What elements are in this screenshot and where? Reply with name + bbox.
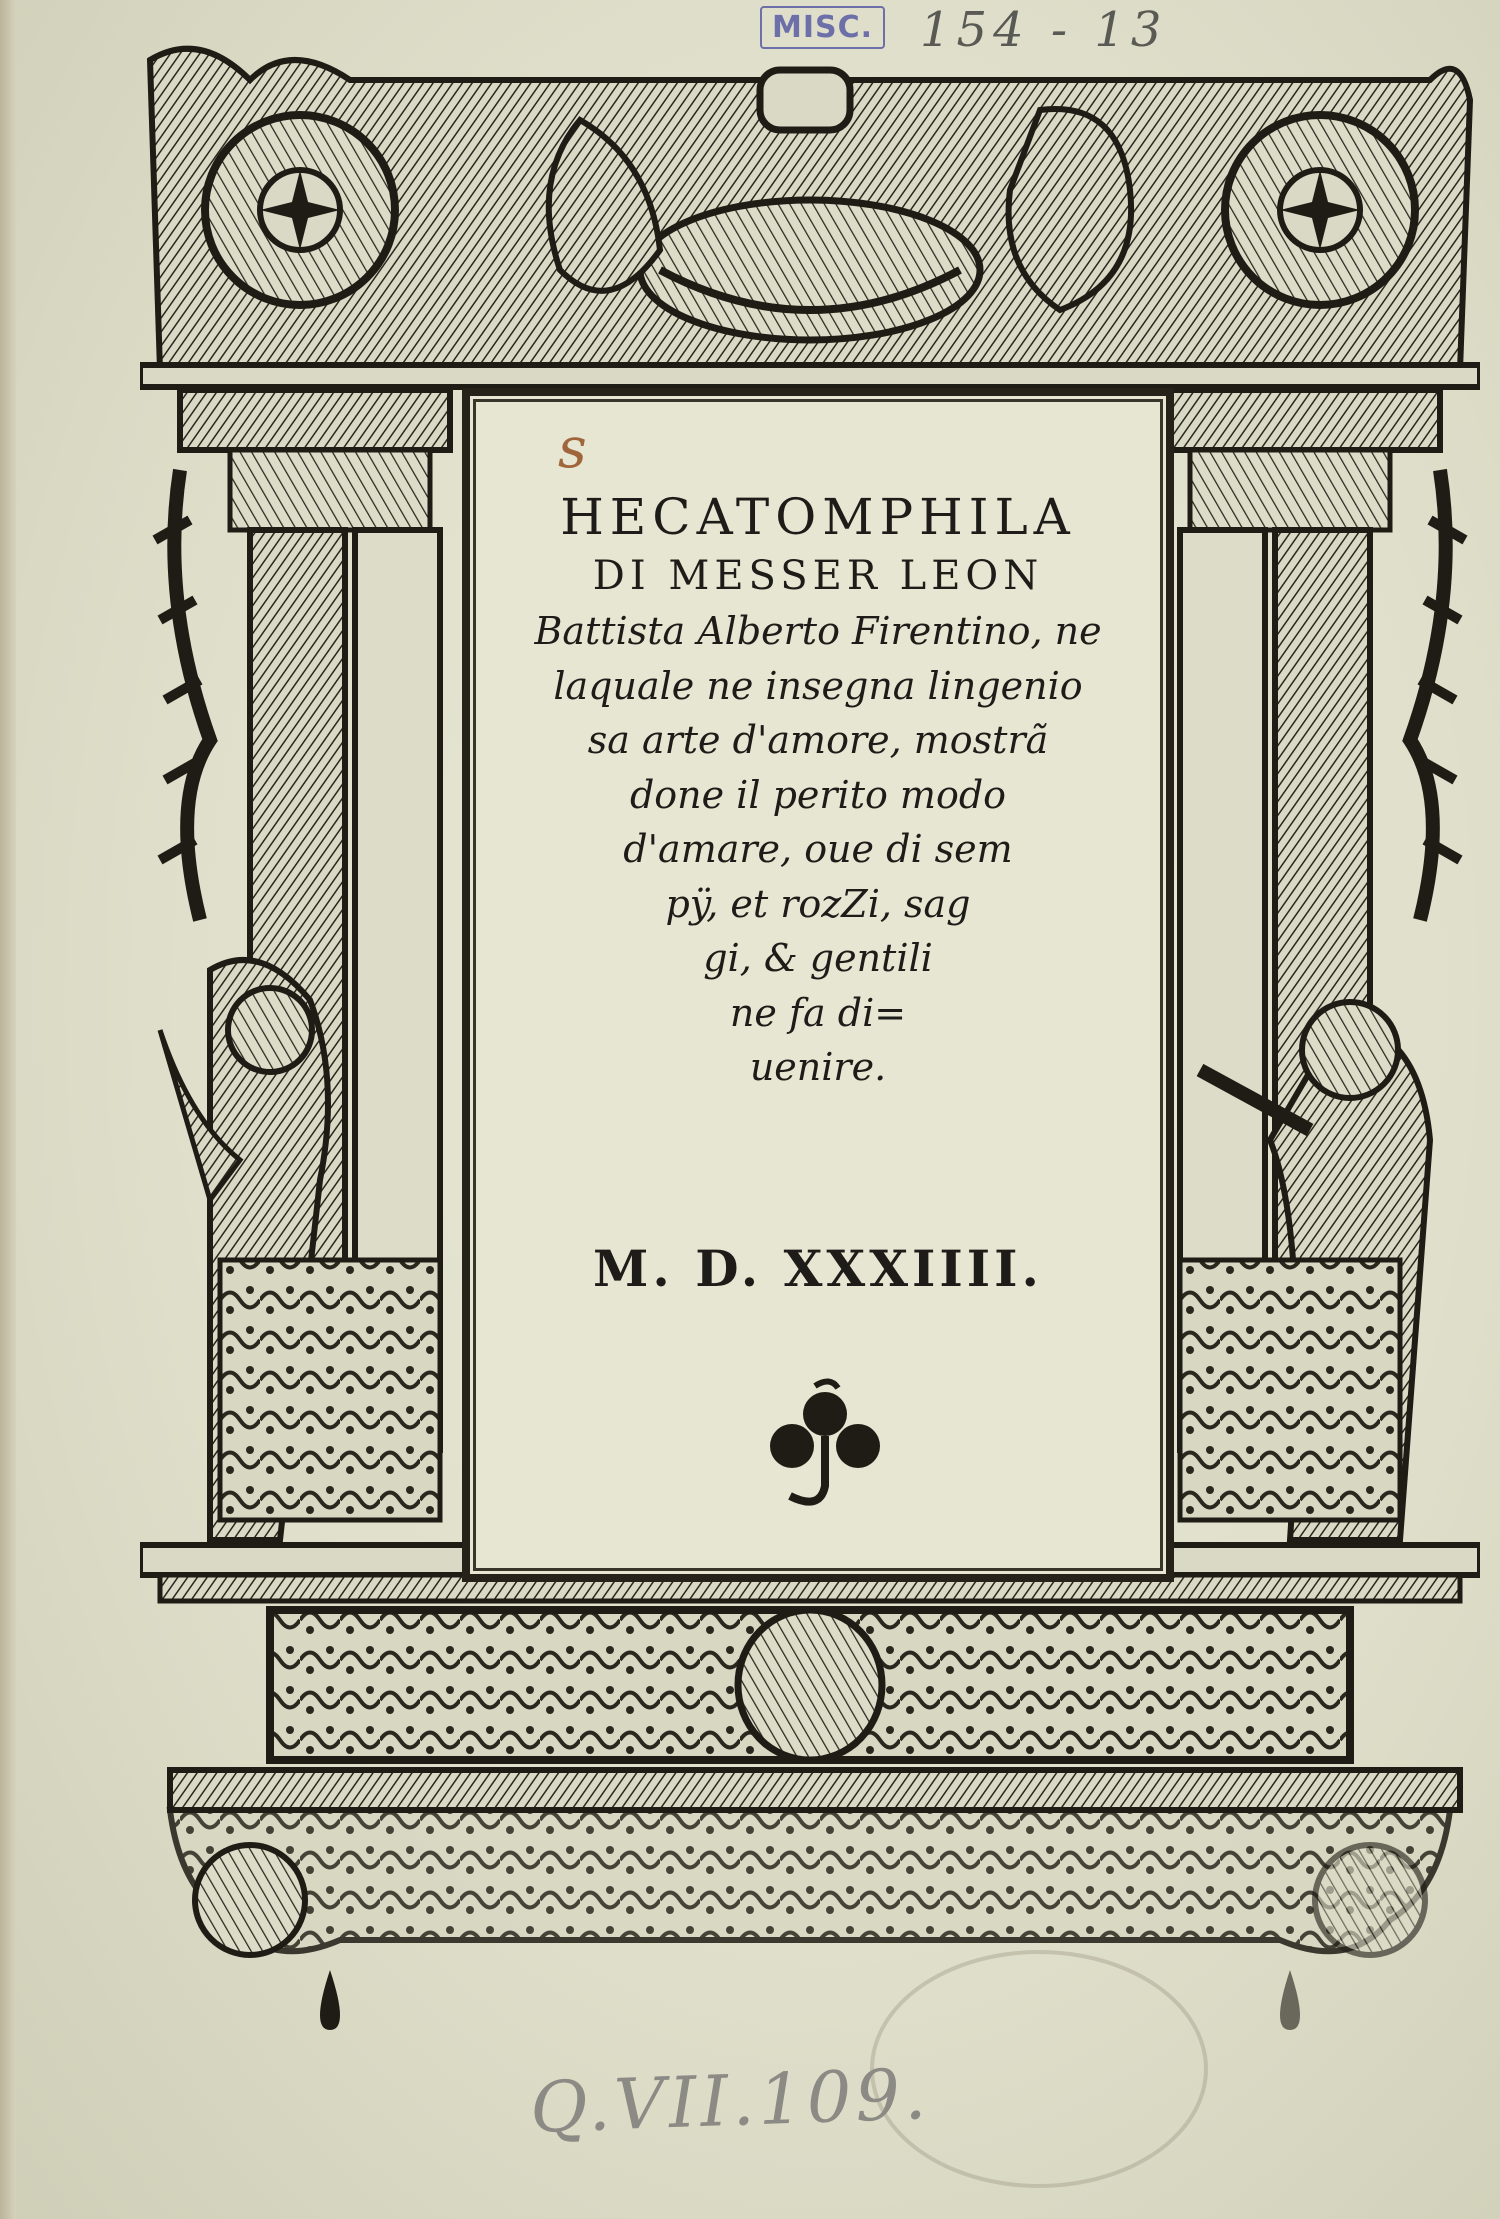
shelfmark-number: 154 - 13 (920, 2, 1168, 58)
body-line: ne fa di= (729, 990, 907, 1035)
title-line-2: DI MESSER LEON (592, 553, 1044, 599)
manuscript-mark: s (558, 416, 587, 481)
title-line-1: HECATOMPHILA (560, 488, 1076, 546)
body-line: Battista Alberto Firentino, ne (534, 609, 1102, 653)
library-shelfmark-bottom: Q.VII.109. (528, 2053, 932, 2149)
base-plinth (140, 1545, 1480, 2030)
body-line: laquale ne insegna lingenio (553, 663, 1083, 708)
publication-date: M. D. XXXIIII. (593, 1239, 1043, 1298)
body-line: sa arte d'amore, mostrã (587, 718, 1049, 762)
library-stamp: MISC. (760, 6, 885, 49)
title-panel (462, 388, 1174, 1582)
top-frieze (140, 49, 1480, 387)
body-line: gi, & gentili (703, 936, 933, 980)
body-line: pÿ, et rozZi, sag (665, 881, 971, 926)
body-line: done il perito modo (629, 772, 1007, 817)
page-edge (0, 0, 16, 2219)
body-line: uenire. (749, 1045, 887, 1089)
title-text-block (470, 486, 1166, 1095)
fleuron-ornament (760, 1376, 890, 1516)
body-line: d'amare, oue di sem (623, 827, 1013, 871)
